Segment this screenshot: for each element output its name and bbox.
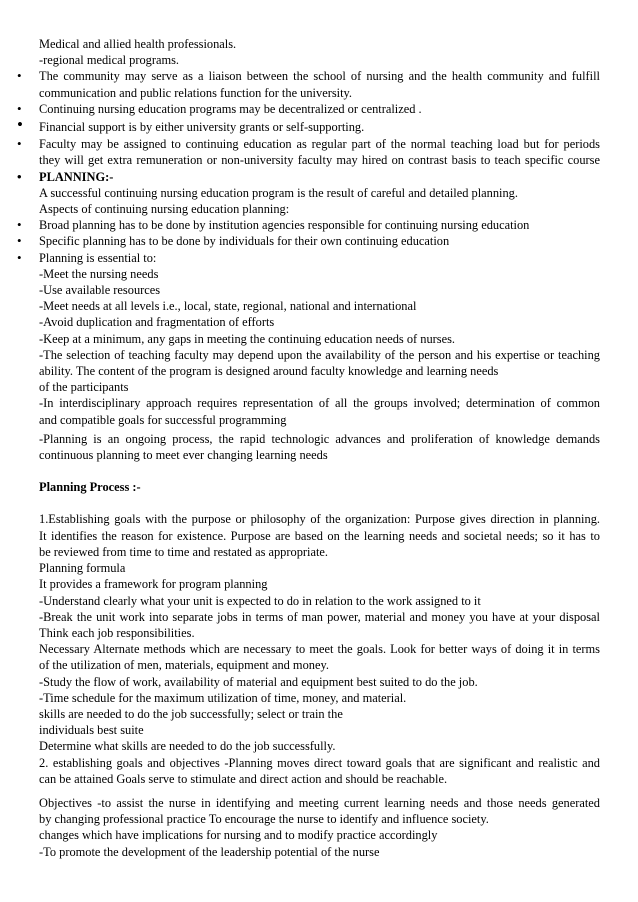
text-line: 1.Establishing goals with the purpose or philosophy of the organization: Purpose gives direction in planning. bbox=[39, 512, 600, 527]
text-line: can be attained Goals serve to stimulate and direct action and should be reachable. bbox=[39, 771, 448, 786]
section-heading-planning-process: Planning Process :- bbox=[39, 480, 141, 495]
text-line: continuous planning to meet ever changing learning needs bbox=[39, 448, 328, 463]
bullet-item: • Continuing nursing education programs may be decentralized or centralized . bbox=[39, 101, 600, 117]
text-line: -In interdisciplinary approach requires representation of all the groups involved; determination of common bbox=[39, 396, 600, 411]
text-line: -Time schedule for the maximum utilization of time, money, and material. bbox=[39, 690, 407, 705]
text-line: -Use available resources bbox=[39, 283, 161, 298]
text-line: skills are needed to do the job successfully; select or train the bbox=[39, 706, 343, 721]
text-line: changes which have implications for nursing and to modify practice accordingly bbox=[39, 828, 438, 843]
text-line: -The selection of teaching faculty may depend upon the availability of the person and his expertise or teaching bbox=[39, 347, 600, 362]
text-line: -Meet the nursing needs bbox=[39, 266, 159, 281]
text-line: be reviewed from time to time and restated as appropriate. bbox=[39, 544, 329, 559]
text-line: Objectives -to assist the nurse in identifying and meeting current learning needs and those needs generated bbox=[39, 795, 600, 810]
text-line: -Study the flow of work, availability of material and equipment best suited to do the job. bbox=[39, 674, 478, 689]
text-line: -Keep at a minimum, any gaps in meeting the continuing education needs of nurses. bbox=[39, 331, 456, 346]
text-line: of the utilization of men, materials, equipment and money. bbox=[39, 658, 329, 673]
text-line: and compatible goals for successful programming bbox=[39, 412, 287, 427]
text-line: of the participants bbox=[39, 380, 129, 395]
text-line: -Break the unit work into separate jobs in terms of man power, material and money you have at your disposal bbox=[39, 609, 600, 624]
text-line: communication and public relations function for the university. bbox=[39, 85, 353, 100]
bullet-item: • Specific planning has to be done by individuals for their own continuing education bbox=[39, 233, 600, 249]
text-line: -regional medical programs. bbox=[39, 53, 180, 68]
text-line: 2. establishing goals and objectives -Planning moves direct toward goals that are significant and realistic and bbox=[39, 755, 600, 770]
text-line: Determine what skills are needed to do the job successfully. bbox=[39, 739, 336, 754]
text-line: A successful continuing nursing education program is the result of careful and detailed planning. bbox=[39, 185, 518, 200]
text-line: It identifies the reason for existence. Purpose are based on the learning needs and societal needs; so it has to bbox=[39, 528, 600, 543]
bullet-item: • The community may serve as a liaison between the school of nursing and the health community and fulfill bbox=[39, 68, 600, 84]
text-line: Medical and allied health professionals. bbox=[39, 37, 237, 51]
text-line: It provides a framework for program planning bbox=[39, 577, 268, 592]
text-line: -Meet needs at all levels i.e., local, state, regional, national and international bbox=[39, 299, 417, 314]
document-page bbox=[0, 36, 638, 860]
bullet-item: • Broad planning has to be done by institution agencies responsible for continuing nursing education bbox=[39, 217, 600, 233]
text-line: by changing professional practice To encourage the nurse to identify and influence society. bbox=[39, 812, 489, 827]
bullet-item: • Financial support is by either university grants or self-supporting. bbox=[39, 119, 600, 135]
text-line: -Planning is an ongoing process, the rapid technologic advances and proliferation of knowledge demands bbox=[39, 431, 600, 446]
text-line: Necessary Alternate methods which are necessary to meet the goals. Look for better ways of doing it in terms bbox=[39, 642, 600, 657]
bullet-item: • Planning is essential to: bbox=[39, 250, 600, 266]
text-line: individuals best suite bbox=[39, 723, 144, 738]
text-line: -Understand clearly what your unit is expected to do in relation to the work assigned to it bbox=[39, 593, 481, 608]
section-heading-planning: • PLANNING:- bbox=[39, 169, 600, 185]
text-line: Planning formula bbox=[39, 561, 126, 576]
text-line: -To promote the development of the leadership potential of the nurse bbox=[39, 844, 380, 859]
text-line: they will get extra remuneration or non-university faculty may hired on contrast basis to teach specific course bbox=[39, 153, 600, 168]
text-line: -Avoid duplication and fragmentation of efforts bbox=[39, 315, 275, 330]
text-line: ability. The content of the program is designed around faculty knowledge and learning needs bbox=[39, 364, 499, 379]
text-line: Aspects of continuing nursing education planning: bbox=[39, 202, 290, 217]
text-line: Think each job responsibilities. bbox=[39, 625, 195, 640]
bullet-item: • Faculty may be assigned to continuing education as regular part of the normal teaching load but for periods bbox=[39, 136, 600, 152]
